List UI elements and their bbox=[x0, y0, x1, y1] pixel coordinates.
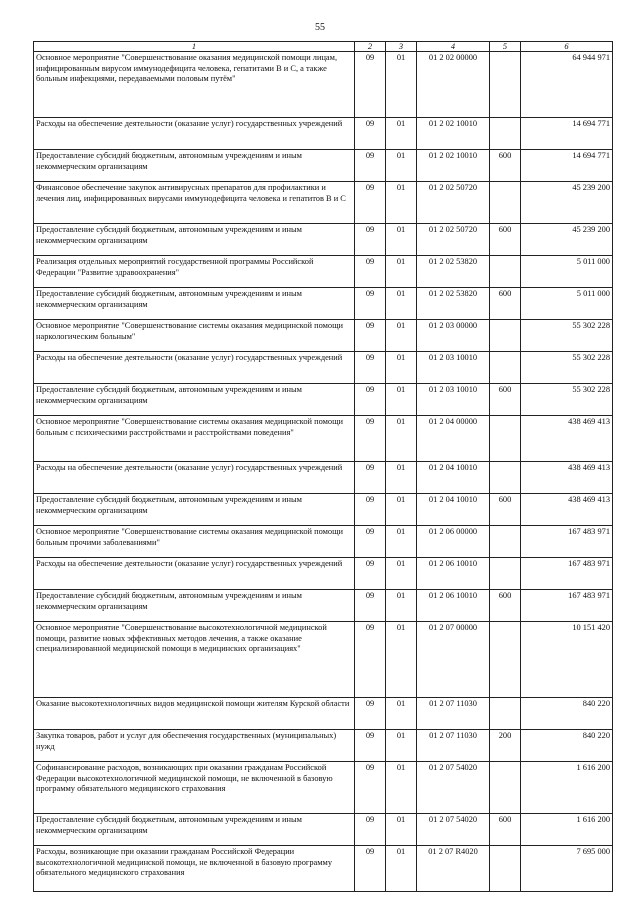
row-name: Предоставление субсидий бюджетным, автономным учреждениям и иным некоммерческим организациям bbox=[34, 590, 355, 622]
row-expense-type bbox=[490, 622, 521, 698]
row-expense-type bbox=[490, 256, 521, 288]
header-row bbox=[34, 42, 613, 52]
table-row bbox=[34, 494, 613, 526]
row-target-code: 01 2 07 54020 bbox=[417, 762, 490, 814]
row-name: Расходы на обеспечение деятельности (оказание услуг) государственных учреждений bbox=[34, 352, 355, 384]
row-amount: 14 694 771 bbox=[521, 150, 613, 182]
row-expense-type bbox=[490, 182, 521, 224]
row-section: 09 bbox=[355, 416, 386, 462]
row-subsection: 01 bbox=[386, 622, 417, 698]
row-subsection: 01 bbox=[386, 224, 417, 256]
row-name: Основное мероприятие "Совершенствование системы оказания медицинской помощи больным с психическими расстройствами и расстройствами поведения" bbox=[34, 416, 355, 462]
row-section: 09 bbox=[355, 762, 386, 814]
row-target-code: 01 2 03 10010 bbox=[417, 384, 490, 416]
row-target-code: 01 2 07 11030 bbox=[417, 730, 490, 762]
row-section: 09 bbox=[355, 182, 386, 224]
table-row bbox=[34, 526, 613, 558]
row-subsection: 01 bbox=[386, 526, 417, 558]
row-section: 09 bbox=[355, 320, 386, 352]
row-amount: 55 302 228 bbox=[521, 384, 613, 416]
table-row bbox=[34, 384, 613, 416]
table-row bbox=[34, 52, 613, 118]
row-name: Расходы на обеспечение деятельности (оказание услуг) государственных учреждений bbox=[34, 118, 355, 150]
table-row bbox=[34, 814, 613, 846]
row-target-code: 01 2 07 11030 bbox=[417, 698, 490, 730]
row-target-code: 01 2 03 00000 bbox=[417, 320, 490, 352]
row-section: 09 bbox=[355, 814, 386, 846]
row-subsection: 01 bbox=[386, 462, 417, 494]
row-expense-type: 600 bbox=[490, 150, 521, 182]
row-section: 09 bbox=[355, 118, 386, 150]
row-amount: 1 616 200 bbox=[521, 814, 613, 846]
row-expense-type: 600 bbox=[490, 814, 521, 846]
table-row bbox=[34, 590, 613, 622]
row-name: Предоставление субсидий бюджетным, автономным учреждениям и иным некоммерческим организациям bbox=[34, 384, 355, 416]
row-section: 09 bbox=[355, 846, 386, 892]
header-col-2: 2 bbox=[355, 42, 386, 52]
row-expense-type bbox=[490, 118, 521, 150]
row-subsection: 01 bbox=[386, 384, 417, 416]
row-name: Финансовое обеспечение закупок антивирусных препаратов для профилактики и лечения лиц, инфицированных вирусами иммунодефицита человека и гепатитов В и С bbox=[34, 182, 355, 224]
row-amount: 840 220 bbox=[521, 730, 613, 762]
row-section: 09 bbox=[355, 462, 386, 494]
row-section: 09 bbox=[355, 698, 386, 730]
row-target-code: 01 2 06 10010 bbox=[417, 558, 490, 590]
row-name: Закупка товаров, работ и услуг для обеспечения государственных (муниципальных) нужд bbox=[34, 730, 355, 762]
table-row bbox=[34, 730, 613, 762]
row-amount: 1 616 200 bbox=[521, 762, 613, 814]
row-name: Расходы, возникающие при оказании гражданам Российской Федерации высокотехнологичной медицинской помощи, не включенной в базовую программу обязательного медицинского страхования bbox=[34, 846, 355, 892]
row-expense-type: 600 bbox=[490, 288, 521, 320]
row-expense-type: 600 bbox=[490, 494, 521, 526]
table-row bbox=[34, 288, 613, 320]
row-section: 09 bbox=[355, 288, 386, 320]
row-name: Основное мероприятие "Совершенствование системы оказания медицинской помощи больным прочими заболеваниями" bbox=[34, 526, 355, 558]
header-col-6: 6 bbox=[521, 42, 613, 52]
header-col-1: 1 bbox=[34, 42, 355, 52]
row-name: Предоставление субсидий бюджетным, автономным учреждениям и иным некоммерческим организациям bbox=[34, 288, 355, 320]
page-number: 55 bbox=[315, 22, 325, 33]
row-target-code: 01 2 02 50720 bbox=[417, 182, 490, 224]
row-subsection: 01 bbox=[386, 288, 417, 320]
row-amount: 14 694 771 bbox=[521, 118, 613, 150]
row-name: Расходы на обеспечение деятельности (оказание услуг) государственных учреждений bbox=[34, 462, 355, 494]
table-row bbox=[34, 698, 613, 730]
row-amount: 438 469 413 bbox=[521, 462, 613, 494]
row-target-code: 01 2 02 50720 bbox=[417, 224, 490, 256]
row-target-code: 01 2 02 00000 bbox=[417, 52, 490, 118]
table-row bbox=[34, 416, 613, 462]
table-row bbox=[34, 558, 613, 590]
table-row bbox=[34, 352, 613, 384]
row-target-code: 01 2 04 10010 bbox=[417, 462, 490, 494]
row-expense-type: 600 bbox=[490, 590, 521, 622]
row-target-code: 01 2 03 10010 bbox=[417, 352, 490, 384]
table-row bbox=[34, 320, 613, 352]
row-section: 09 bbox=[355, 52, 386, 118]
row-name: Основное мероприятие "Совершенствование высокотехнологичной медицинской помощи, развитие новых эффективных методов лечения, а также оказание специализированной медицинской помощи в медицинских организациях" bbox=[34, 622, 355, 698]
row-subsection: 01 bbox=[386, 762, 417, 814]
budget-table bbox=[33, 41, 613, 892]
row-amount: 167 483 971 bbox=[521, 526, 613, 558]
row-section: 09 bbox=[355, 622, 386, 698]
row-name: Оказание высокотехнологичных видов медицинской помощи жителям Курской области bbox=[34, 698, 355, 730]
row-expense-type bbox=[490, 526, 521, 558]
row-subsection: 01 bbox=[386, 494, 417, 526]
row-section: 09 bbox=[355, 256, 386, 288]
row-section: 09 bbox=[355, 224, 386, 256]
row-target-code: 01 2 02 53820 bbox=[417, 256, 490, 288]
table-row bbox=[34, 182, 613, 224]
row-name: Основное мероприятие "Совершенствование системы оказания медицинской помощи наркологическим больным" bbox=[34, 320, 355, 352]
row-section: 09 bbox=[355, 558, 386, 590]
row-section: 09 bbox=[355, 150, 386, 182]
row-subsection: 01 bbox=[386, 118, 417, 150]
row-subsection: 01 bbox=[386, 320, 417, 352]
row-section: 09 bbox=[355, 494, 386, 526]
row-subsection: 01 bbox=[386, 558, 417, 590]
row-expense-type: 600 bbox=[490, 224, 521, 256]
table-row bbox=[34, 622, 613, 698]
row-target-code: 01 2 07 R4020 bbox=[417, 846, 490, 892]
row-target-code: 01 2 02 53820 bbox=[417, 288, 490, 320]
row-subsection: 01 bbox=[386, 150, 417, 182]
row-subsection: 01 bbox=[386, 182, 417, 224]
row-amount: 438 469 413 bbox=[521, 416, 613, 462]
row-expense-type bbox=[490, 352, 521, 384]
row-section: 09 bbox=[355, 730, 386, 762]
row-name: Софинансирование расходов, возникающих при оказании гражданам Российской Федерации высокотехнологичной медицинской помощи, не включенной в базовую программу обязательного медицинского страхования bbox=[34, 762, 355, 814]
row-amount: 5 011 000 bbox=[521, 288, 613, 320]
row-amount: 167 483 971 bbox=[521, 558, 613, 590]
row-target-code: 01 2 02 10010 bbox=[417, 150, 490, 182]
row-name: Предоставление субсидий бюджетным, автономным учреждениям и иным некоммерческим организациям bbox=[34, 814, 355, 846]
row-amount: 64 944 971 bbox=[521, 52, 613, 118]
row-subsection: 01 bbox=[386, 590, 417, 622]
row-expense-type bbox=[490, 558, 521, 590]
row-name: Предоставление субсидий бюджетным, автономным учреждениям и иным некоммерческим организациям bbox=[34, 150, 355, 182]
row-subsection: 01 bbox=[386, 814, 417, 846]
row-name: Расходы на обеспечение деятельности (оказание услуг) государственных учреждений bbox=[34, 558, 355, 590]
row-section: 09 bbox=[355, 590, 386, 622]
row-name: Реализация отдельных мероприятий государственной программы Российской Федерации "Развитие здравоохранения" bbox=[34, 256, 355, 288]
table-row bbox=[34, 150, 613, 182]
row-target-code: 01 2 06 00000 bbox=[417, 526, 490, 558]
table-row bbox=[34, 762, 613, 814]
row-target-code: 01 2 07 00000 bbox=[417, 622, 490, 698]
row-expense-type bbox=[490, 698, 521, 730]
row-expense-type bbox=[490, 846, 521, 892]
row-expense-type bbox=[490, 52, 521, 118]
row-subsection: 01 bbox=[386, 52, 417, 118]
header-col-4: 4 bbox=[417, 42, 490, 52]
row-subsection: 01 bbox=[386, 256, 417, 288]
table-row bbox=[34, 224, 613, 256]
row-expense-type bbox=[490, 416, 521, 462]
row-target-code: 01 2 06 10010 bbox=[417, 590, 490, 622]
row-amount: 45 239 200 bbox=[521, 182, 613, 224]
row-target-code: 01 2 02 10010 bbox=[417, 118, 490, 150]
row-amount: 7 695 000 bbox=[521, 846, 613, 892]
row-expense-type: 200 bbox=[490, 730, 521, 762]
row-amount: 55 302 228 bbox=[521, 352, 613, 384]
header-col-5: 5 bbox=[490, 42, 521, 52]
row-name: Предоставление субсидий бюджетным, автономным учреждениям и иным некоммерческим организациям bbox=[34, 224, 355, 256]
row-subsection: 01 bbox=[386, 698, 417, 730]
row-target-code: 01 2 04 10010 bbox=[417, 494, 490, 526]
row-section: 09 bbox=[355, 526, 386, 558]
row-amount: 45 239 200 bbox=[521, 224, 613, 256]
row-subsection: 01 bbox=[386, 416, 417, 462]
row-subsection: 01 bbox=[386, 352, 417, 384]
row-amount: 55 302 228 bbox=[521, 320, 613, 352]
table-row bbox=[34, 256, 613, 288]
row-amount: 438 469 413 bbox=[521, 494, 613, 526]
table-row bbox=[34, 846, 613, 892]
row-amount: 5 011 000 bbox=[521, 256, 613, 288]
row-name: Предоставление субсидий бюджетным, автономным учреждениям и иным некоммерческим организациям bbox=[34, 494, 355, 526]
row-expense-type bbox=[490, 462, 521, 494]
row-expense-type bbox=[490, 320, 521, 352]
row-amount: 840 220 bbox=[521, 698, 613, 730]
row-amount: 10 151 420 bbox=[521, 622, 613, 698]
row-name: Основное мероприятие "Совершенствование оказания медицинской помощи лицам, инфицированным вирусом иммунодефицита человека, гепатитами В и С, а также больным инфекциями, передаваемыми половым путём" bbox=[34, 52, 355, 118]
row-section: 09 bbox=[355, 384, 386, 416]
row-target-code: 01 2 04 00000 bbox=[417, 416, 490, 462]
table-row bbox=[34, 462, 613, 494]
row-amount: 167 483 971 bbox=[521, 590, 613, 622]
row-expense-type: 600 bbox=[490, 384, 521, 416]
row-subsection: 01 bbox=[386, 730, 417, 762]
header-col-3: 3 bbox=[386, 42, 417, 52]
row-expense-type bbox=[490, 762, 521, 814]
table-row bbox=[34, 118, 613, 150]
row-target-code: 01 2 07 54020 bbox=[417, 814, 490, 846]
row-subsection: 01 bbox=[386, 846, 417, 892]
row-section: 09 bbox=[355, 352, 386, 384]
